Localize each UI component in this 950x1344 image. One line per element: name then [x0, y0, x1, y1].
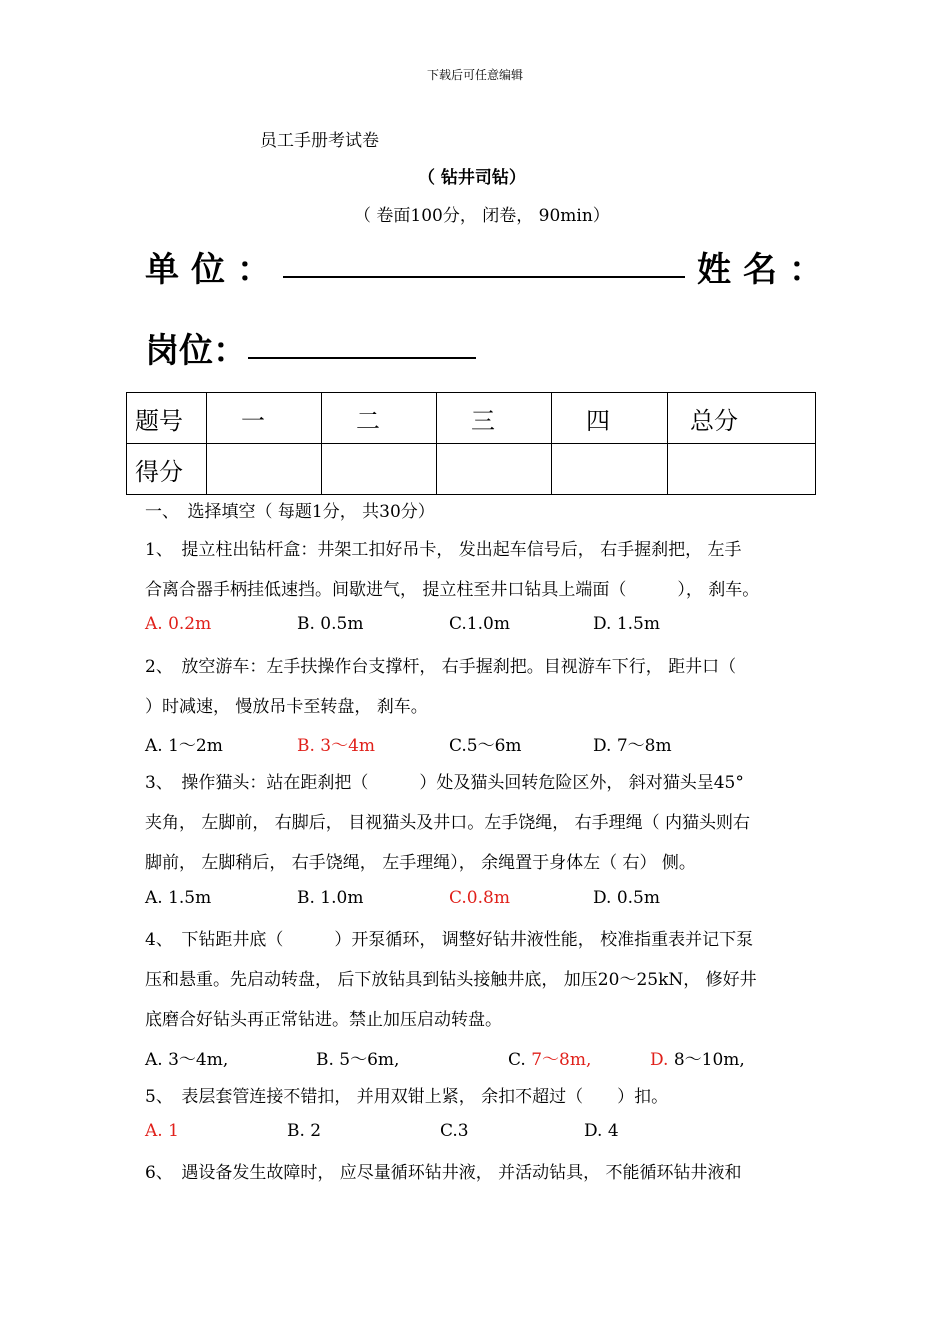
option-a[interactable]: A. 1～2m [145, 736, 223, 756]
score-cell[interactable] [668, 444, 816, 495]
option-a[interactable]: A. 1 [145, 1121, 179, 1141]
option-d-value: 8～10m, [668, 1050, 745, 1070]
question-line: 1、 提立柱出钻杆盒：井架工扣好吊卡， 发出起车信号后， 右手握刹把， 左手 [145, 540, 742, 560]
score-header-cell: 三 [437, 393, 552, 444]
question-line: 脚前， 左脚稍后， 右手饶绳， 左手理绳）， 余绳置于身体左（ 右） 侧。 [145, 853, 696, 873]
score-header-cell: 总分 [668, 393, 816, 444]
option-b[interactable]: B. 1.0m [297, 888, 364, 908]
score-table-header-row [127, 393, 816, 444]
option-c[interactable]: C.1.0m [449, 614, 510, 634]
section-title: 一、 选择填空（ 每题1分， 共30分） [145, 502, 435, 522]
name-label: 姓名： [697, 250, 835, 290]
score-header-cell: 四 [552, 393, 668, 444]
option-c-value: 7～8m, [531, 1050, 592, 1070]
score-header-cell: 一 [207, 393, 322, 444]
option-c-prefix: C. [508, 1050, 532, 1070]
question-line: 3、 操作猫头：站在距刹把（ ）处及猫头回转危险区外， 斜对猫头呈45° [145, 773, 744, 793]
option-a[interactable]: A. 3～4m, [145, 1050, 229, 1070]
option-b[interactable]: B. 3～4m [297, 736, 376, 756]
score-table [126, 392, 816, 495]
option-a[interactable]: A. 0.2m [145, 614, 212, 634]
score-row-label: 得分 [127, 444, 207, 495]
option-b[interactable]: B. 2 [287, 1121, 322, 1141]
score-table-score-row [127, 444, 816, 495]
exam-title: 员工手册考试卷 [260, 131, 379, 151]
option-d[interactable]: D. 1.5m [593, 614, 660, 634]
option-c[interactable]: C.0.8m [449, 888, 510, 908]
question-line: 底磨合好钻头再正常钻进。禁止加压启动转盘。 [145, 1010, 502, 1030]
question-line: 5、 表层套管连接不错扣， 并用双钳上紧， 余扣不超过（ ）扣。 [145, 1087, 669, 1107]
option-d[interactable]: D. 7～8m [593, 736, 672, 756]
question-line: ）时减速， 慢放吊卡至转盘， 刹车。 [145, 697, 428, 717]
question-line: 压和悬重。先启动转盘， 后下放钻具到钻头接触井底， 加压20～25kN， 修好井 [145, 970, 757, 990]
header-note: 下载后可任意编辑 [426, 68, 523, 82]
score-cell[interactable] [552, 444, 668, 495]
score-header-cell: 题号 [127, 393, 207, 444]
question-line: 合离合器手柄挂低速挡。间歇进气， 提立柱至井口钻具上端面（ ）， 刹车。 [145, 580, 760, 600]
option-a[interactable]: A. 1.5m [145, 888, 212, 908]
score-cell[interactable] [322, 444, 437, 495]
post-blank[interactable] [248, 357, 476, 359]
question-line: 夹角， 左脚前， 右脚后， 目视猫头及井口。左手饶绳， 右手理绳（ 内猫头则右 [145, 813, 751, 833]
option-d[interactable]: D. 0.5m [593, 888, 660, 908]
option-d-prefix: D. [650, 1050, 669, 1070]
option-b[interactable]: B. 5～6m, [316, 1050, 400, 1070]
option-c[interactable]: C.3 [440, 1121, 469, 1141]
question-line: 4、 下钻距井底（ ）开泵循环， 调整好钻井液性能， 校准指重表并记下泵 [145, 930, 754, 950]
option-d[interactable] [650, 1045, 745, 1070]
option-c[interactable]: C.5～6m [449, 736, 522, 756]
question-line: 2、 放空游车：左手扶操作台支撑杆， 右手握刹把。目视游车下行， 距井口（ [145, 657, 737, 677]
post-label: 岗位： [145, 331, 247, 371]
unit-blank[interactable] [283, 276, 685, 278]
question-line: 6、 遇设备发生故障时， 应尽量循环钻井液， 并活动钻具， 不能循环钻井液和 [145, 1163, 742, 1183]
option-b[interactable]: B. 0.5m [297, 614, 364, 634]
score-header-cell: 二 [322, 393, 437, 444]
exam-subtitle: （ 钻井司钻） [418, 168, 526, 188]
exam-info: （ 卷面100分， 闭卷， 90min） [354, 206, 610, 226]
score-cell[interactable] [437, 444, 552, 495]
unit-label: 单位： [145, 250, 283, 290]
option-c[interactable] [508, 1045, 591, 1070]
score-cell[interactable] [207, 444, 322, 495]
option-d[interactable]: D. 4 [584, 1121, 619, 1141]
